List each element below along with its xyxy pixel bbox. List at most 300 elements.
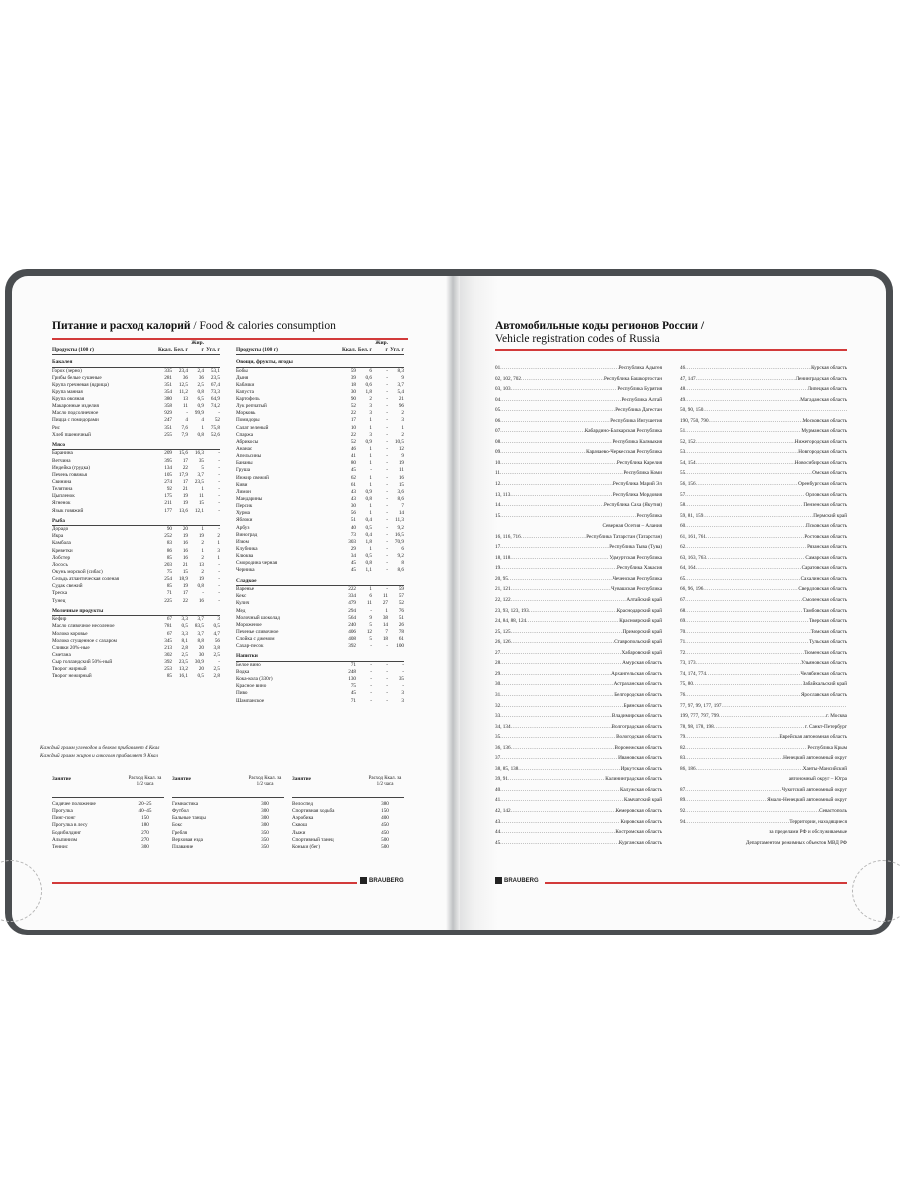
food-value: 17,9 — [178, 471, 188, 478]
food-value: 6,5 — [197, 396, 204, 403]
food-name: Груша — [236, 467, 251, 474]
food-value: 18 — [382, 636, 388, 643]
food-value: 1 — [401, 424, 404, 431]
region-code: 53 — [680, 449, 686, 456]
food-row — [236, 460, 404, 467]
leader-dots — [693, 679, 803, 690]
region-name: Кемеровская область — [615, 807, 662, 814]
food-value: 1 — [201, 547, 204, 554]
region-name: Алтайский край — [626, 597, 662, 604]
food-value: 85 — [166, 554, 172, 561]
region-row — [495, 595, 662, 606]
region-code: 29 — [495, 670, 501, 677]
food-header-cell: Угл. г — [390, 346, 404, 353]
food-value: 3 — [369, 403, 372, 410]
food-name: Сливки 20%-ные — [52, 644, 90, 651]
food-value: 2,5 — [213, 651, 220, 658]
food-row — [236, 586, 404, 593]
region-row — [495, 679, 662, 690]
food-row — [236, 683, 404, 690]
food-value: 76 — [398, 607, 404, 614]
food-value: - — [386, 531, 388, 538]
food-name: Творог нежирный — [52, 673, 92, 680]
region-code: 65 — [680, 575, 686, 582]
leader-dots — [500, 447, 586, 458]
region-name: Белгородская область — [614, 691, 662, 698]
food-value: 1,8 — [365, 388, 372, 395]
food-value: 85 — [166, 673, 172, 680]
food-row — [52, 417, 220, 424]
food-value: - — [386, 586, 388, 593]
region-code: 61, 161, 761 — [680, 533, 706, 540]
food-table-header — [236, 339, 404, 355]
food-header-cell: Продукты (100 г) — [236, 346, 278, 353]
food-value: - — [218, 507, 220, 514]
region-continuation: Департаментом режимных объектов МВД РФ — [745, 839, 847, 846]
food-value: - — [386, 438, 388, 445]
food-value: 6 — [369, 593, 372, 600]
food-value: 1 — [201, 526, 204, 533]
region-row — [680, 384, 847, 395]
food-name: Клубника — [236, 546, 258, 553]
food-value: 2,5 — [213, 666, 220, 673]
food-value: 1 — [369, 546, 372, 553]
food-header-cell: Продукты (100 г) — [52, 346, 94, 353]
food-value: 30,9 — [194, 659, 204, 666]
food-value: 90 — [350, 396, 356, 403]
food-value: 20 — [198, 644, 204, 651]
leader-dots — [511, 384, 618, 395]
leader-dots — [703, 405, 847, 416]
food-value: 6 — [369, 367, 372, 374]
activity-name: Верховая езда — [172, 836, 203, 843]
food-value: 177 — [164, 507, 172, 514]
region-row — [680, 679, 847, 690]
food-name: Крупа манная — [52, 388, 83, 395]
region-name: Республика Башкортостан — [603, 375, 662, 382]
leader-dots — [685, 595, 802, 606]
food-row — [236, 446, 404, 453]
food-name: Грибы белые сушеные — [52, 374, 102, 381]
food-table-right — [236, 339, 404, 705]
region-name: Орловская область — [805, 491, 847, 498]
region-name: Рязанская область — [807, 544, 847, 551]
food-value: 67,4 — [210, 381, 220, 388]
food-value: 3,7 — [197, 630, 204, 637]
food-value: 52,6 — [210, 431, 220, 438]
region-code: 67 — [680, 597, 686, 604]
activity-row — [52, 844, 164, 851]
food-row — [52, 493, 220, 500]
food-value: 1 — [369, 481, 372, 488]
region-name: Республика Ингушетия — [610, 417, 662, 424]
activity-header — [172, 776, 284, 798]
region-name: Ивановская область — [618, 755, 662, 762]
leader-dots — [696, 658, 802, 669]
food-value: 1 — [217, 540, 220, 547]
food-name: Баранина — [52, 450, 73, 457]
food-value: 16 — [198, 597, 204, 604]
food-value: 105 — [164, 471, 172, 478]
food-value: - — [218, 576, 220, 583]
food-row — [52, 533, 220, 540]
food-value: 45 — [350, 560, 356, 567]
region-row — [495, 648, 662, 659]
leader-dots — [511, 637, 615, 648]
food-value: - — [386, 446, 388, 453]
food-value: - — [218, 410, 220, 417]
food-row — [52, 375, 220, 382]
region-name: Ямало-Ненецкий автономный округ — [767, 797, 847, 804]
region-code: 17 — [495, 544, 501, 551]
food-value: 11 — [399, 467, 404, 474]
food-row — [52, 410, 220, 417]
food-value: 5 — [201, 464, 204, 471]
leader-dots — [685, 627, 811, 638]
food-row — [236, 662, 404, 669]
food-value: 67 — [166, 630, 172, 637]
activity-header-kcal: Расход Ккал. за 1/2 часа — [128, 776, 162, 787]
food-value: 3,3 — [181, 616, 188, 623]
food-name: Лимон — [236, 488, 251, 495]
food-name: Инжир свежий — [236, 474, 269, 481]
region-name: Ярославская область — [800, 691, 847, 698]
food-value: 0,5 — [365, 524, 372, 531]
region-name: Забайкальский край — [802, 681, 847, 688]
region-code: 74, 174, 774 — [680, 670, 706, 677]
region-code: 18, 118 — [495, 554, 511, 561]
food-row — [236, 525, 404, 532]
food-value: 21 — [182, 561, 188, 568]
food-value: 53,1 — [210, 367, 220, 374]
food-value: - — [386, 453, 388, 460]
food-value: 3,7 — [197, 616, 204, 623]
activity-table-2 — [172, 776, 284, 851]
region-code: 31 — [495, 691, 501, 698]
food-value: - — [218, 597, 220, 604]
food-row — [52, 645, 220, 652]
food-row — [236, 615, 404, 622]
food-value: 45 — [350, 690, 356, 697]
food-value: - — [386, 417, 388, 424]
food-category-label: Бакалея — [52, 359, 220, 368]
region-row — [495, 743, 662, 754]
food-value: 9 — [401, 453, 404, 460]
leader-dots — [500, 732, 616, 743]
food-name: Кекс — [236, 593, 247, 600]
activity-row — [292, 815, 404, 822]
region-name: Республика Саха (Якутия) — [603, 502, 662, 509]
food-row — [236, 432, 404, 439]
region-code: 20, 95 — [495, 575, 508, 582]
food-value: 564 — [348, 614, 356, 621]
activity-row — [292, 837, 404, 844]
food-value: - — [218, 500, 220, 507]
food-row — [236, 489, 404, 496]
food-value: 2 — [369, 396, 372, 403]
region-name: Липецкая область — [807, 386, 847, 393]
food-value: 0,4 — [365, 531, 372, 538]
food-value: 6 — [401, 546, 404, 553]
food-row — [52, 486, 220, 493]
food-value: - — [370, 661, 372, 668]
food-value: 23,5 — [194, 478, 204, 485]
food-value: 86 — [166, 547, 172, 554]
activity-row — [172, 801, 284, 808]
activity-name: Бокс — [172, 822, 183, 829]
food-value: 9,2 — [397, 524, 404, 531]
region-code: 45 — [495, 839, 501, 846]
food-value: 74,2 — [210, 403, 220, 410]
food-value: - — [386, 367, 388, 374]
food-name: Кабачки — [236, 381, 255, 388]
region-row — [680, 437, 847, 448]
food-row — [236, 643, 404, 650]
region-row — [495, 384, 662, 395]
region-code: 24, 84, 88, 124 — [495, 618, 527, 625]
food-value: 1 — [369, 417, 372, 424]
food-name: Капуста — [236, 388, 254, 395]
region-code: 03, 103 — [495, 386, 511, 393]
book-gutter — [446, 276, 460, 930]
right-bottom-line — [545, 882, 847, 884]
food-row — [236, 608, 404, 615]
food-value: 16,1 — [178, 673, 188, 680]
region-code: 22, 122 — [495, 597, 511, 604]
food-value: 30 — [198, 651, 204, 658]
region-code: 58 — [680, 502, 686, 509]
food-row — [52, 616, 220, 623]
food-value: 30 — [350, 503, 356, 510]
food-value: 10,5 — [394, 438, 404, 445]
food-value: 16 — [182, 554, 188, 561]
region-row — [680, 743, 847, 754]
region-row — [495, 500, 662, 511]
food-category-label: Рыба — [52, 518, 220, 527]
food-header-cell: Ккал. — [341, 346, 356, 353]
region-row — [495, 838, 662, 849]
food-value: 38 — [382, 614, 388, 621]
food-value: 11 — [383, 593, 388, 600]
activity-header-name: Занятие — [172, 776, 191, 782]
vehicle-codes-title-en: Vehicle registration codes of Russia — [495, 333, 660, 345]
leader-dots — [508, 574, 613, 585]
food-value: 130 — [348, 676, 356, 683]
food-value: 16 — [398, 474, 404, 481]
region-code: 78, 98, 178, 198 — [680, 723, 714, 730]
food-value: 15 — [198, 500, 204, 507]
food-name: Хлеб пшеничный — [52, 431, 91, 438]
leader-dots — [500, 500, 604, 511]
leader-dots — [685, 468, 812, 479]
region-name: Хабаровский край — [621, 649, 662, 656]
region-code: 44 — [495, 829, 501, 836]
food-name: Апельсины — [236, 453, 262, 460]
food-value: 0,8 — [197, 431, 204, 438]
region-name: Кабардино-Балкарская Республика — [584, 428, 662, 435]
leader-dots — [685, 574, 800, 585]
region-code: 75, 80 — [680, 681, 693, 688]
food-row — [236, 425, 404, 432]
region-row — [495, 795, 662, 806]
food-value: 1,8 — [365, 538, 372, 545]
food-value: 41 — [350, 453, 356, 460]
food-value: 8,8 — [197, 637, 204, 644]
food-value: 11,3 — [395, 517, 404, 524]
region-code: 34, 134 — [495, 723, 511, 730]
food-value: 56 — [214, 637, 220, 644]
food-value: 61 — [350, 481, 356, 488]
leader-dots — [511, 743, 615, 754]
leader-dots — [500, 648, 621, 659]
region-row — [495, 395, 662, 406]
region-code: 16, 116, 716 — [495, 533, 521, 540]
food-row — [52, 555, 220, 562]
region-name: г. Москва — [826, 713, 847, 720]
region-name: Иркутская область — [620, 765, 662, 772]
activity-kcal: 270 — [141, 836, 149, 843]
region-row — [680, 405, 847, 416]
food-value: 0,5 — [181, 623, 188, 630]
food-name: Водка — [236, 668, 250, 675]
region-name: Республика Адыгея — [618, 365, 662, 371]
activity-row — [52, 837, 164, 844]
brand-logo-left: BRAUBERG — [360, 877, 404, 884]
food-value: 8 — [401, 560, 404, 567]
activity-kcal: 500 — [381, 843, 389, 850]
food-value: 240 — [348, 621, 356, 628]
food-name: Арбуз — [236, 524, 250, 531]
food-value: 17 — [182, 590, 188, 597]
activity-header-kcal: Расход Ккал. за 1/2 часа — [248, 776, 282, 787]
leader-dots — [526, 616, 619, 627]
region-code: 69 — [680, 618, 686, 625]
leader-dots — [696, 563, 802, 574]
region-row — [495, 817, 662, 828]
leader-dots — [685, 732, 779, 743]
food-header-cell: Бел. г — [357, 346, 372, 353]
region-row — [680, 447, 847, 458]
region-code: 56, 156 — [680, 481, 696, 488]
food-row — [236, 510, 404, 517]
activity-name: Сквош — [292, 822, 307, 829]
activity-name: Аэробика — [292, 815, 314, 822]
leader-dots — [510, 490, 612, 501]
region-name: Тульская область — [809, 639, 847, 646]
food-row — [236, 382, 404, 389]
food-value: - — [370, 643, 372, 650]
region-code: 39, 91 — [495, 776, 508, 783]
region-code: 07 — [495, 428, 501, 435]
region-code: 72 — [680, 649, 686, 656]
food-value: 1 — [369, 503, 372, 510]
food-value: 0,6 — [365, 374, 372, 381]
leader-dots — [511, 584, 612, 595]
region-name: Удмуртская Республика — [609, 554, 662, 561]
food-row — [236, 690, 404, 697]
activity-row — [172, 830, 284, 837]
region-name: Челябинская область — [800, 670, 847, 677]
region-name: Архангельская область — [611, 670, 662, 677]
food-value: 255 — [164, 431, 172, 438]
food-value: - — [386, 668, 388, 675]
region-name: Саратовская область — [801, 565, 847, 572]
region-row — [495, 574, 662, 585]
food-value: 3 — [401, 690, 404, 697]
region-code: 26, 126 — [495, 639, 511, 646]
food-row — [236, 403, 404, 410]
food-row — [52, 425, 220, 432]
food-value: 0,8 — [365, 560, 372, 567]
food-value: 17 — [350, 417, 356, 424]
food-value: 7 — [401, 503, 404, 510]
region-name: Магаданская область — [800, 396, 847, 403]
food-value: 71 — [350, 661, 356, 668]
region-row — [495, 764, 662, 775]
region-code: 41 — [495, 797, 501, 804]
food-value: - — [370, 697, 372, 704]
food-value: 4 — [201, 417, 204, 424]
food-value: 78 — [398, 628, 404, 635]
food-value: - — [386, 553, 388, 560]
food-value: 59 — [350, 367, 356, 374]
food-row — [236, 439, 404, 446]
leader-dots — [500, 479, 613, 490]
food-row — [52, 666, 220, 673]
food-row — [236, 475, 404, 482]
food-name: Тунец — [52, 597, 66, 604]
region-row — [495, 553, 662, 564]
food-value: 0,9 — [365, 488, 372, 495]
region-name: Приморский край — [622, 628, 662, 635]
leader-dots — [511, 722, 612, 733]
food-name: Салат зеленый — [236, 424, 269, 431]
region-row — [495, 701, 662, 712]
region-name: Оренбургская область — [798, 481, 847, 488]
food-value: - — [218, 659, 220, 666]
right-title-underline — [495, 349, 847, 351]
food-value: 16,3 — [194, 450, 204, 457]
food-value: - — [386, 546, 388, 553]
food-value: 56 — [350, 510, 356, 517]
food-name: Окунь морской (сибас) — [52, 569, 103, 576]
food-value: 3 — [369, 410, 372, 417]
region-code: 86, 186 — [680, 765, 696, 772]
food-row — [236, 503, 404, 510]
food-row — [236, 389, 404, 396]
food-value: 62 — [350, 474, 356, 481]
food-value: 23,5 — [210, 374, 220, 381]
activity-header-kcal: Расход Ккал. за 1/2 часа — [368, 776, 402, 787]
food-value: - — [386, 481, 388, 488]
activity-row — [172, 822, 284, 829]
region-name: Республика Карелия — [616, 459, 662, 466]
region-row — [680, 795, 847, 806]
food-value: - — [202, 590, 204, 597]
food-value: 52 — [398, 600, 404, 607]
leader-dots — [685, 817, 789, 828]
region-code: 01 — [495, 365, 501, 371]
food-value: 3 — [401, 697, 404, 704]
food-name: Свинина — [52, 478, 72, 485]
food-value: 35 — [398, 676, 404, 683]
region-code: 54, 154 — [680, 459, 696, 466]
food-value: 20 — [182, 526, 188, 533]
food-value: 3 — [401, 417, 404, 424]
food-name: Камбала — [52, 540, 71, 547]
leader-dots — [685, 384, 807, 395]
region-name: Чувашская Республика — [611, 586, 662, 593]
